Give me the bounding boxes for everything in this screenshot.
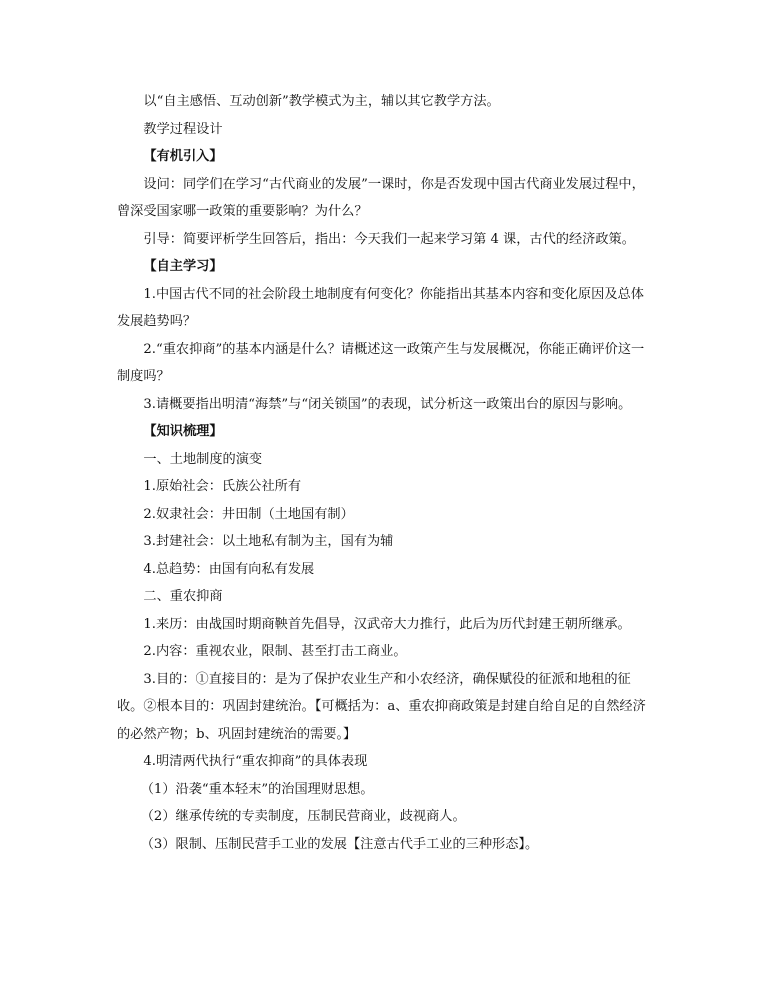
section-heading-knowledge: 【知识梳理】	[143, 424, 223, 439]
self-study-question-2: 2.“重农抑商”的基本内涵是什么？请概述这一政策产生与发展概况，你能正确评价这一制度吗？	[117, 341, 645, 384]
guidance-paragraph: 引导：简要评析学生回答后，指出：今天我们一起来学习第 4 课，古代的经济政策。	[143, 231, 635, 247]
land-system-item-3: 3.封建社会：以土地私有制为主，国有为辅	[143, 534, 394, 549]
policy-item-purpose: 3.目的：①直接目的：是为了保护农业生产和小农经济，确保赋役的征派和地租的征收。②根本目的：巩固封建统治。【可概括为：a、重农抑商政策是封建自给自足的自然经济的必然产物；b、巩固封建统治的需要。】	[117, 671, 646, 742]
section-heading-introduction: 【有机引入】	[143, 149, 223, 164]
document-page	[117, 88, 657, 858]
policy-item-origin: 1.来历：由战国时期商鞅首先倡导，汉武帝大力推行，此后为历代封建王朝所继承。	[143, 616, 631, 632]
agriculture-policy-heading: 二、重农抑商	[143, 589, 223, 604]
policy-item-ming-qing: 4.明清两代执行“重农抑商”的具体表现	[143, 754, 368, 769]
teaching-method-paragraph: 以“自主感悟、互动创新”教学模式为主，辅以其它教学方法。	[143, 94, 500, 109]
land-system-heading: 一、土地制度的演变	[143, 451, 263, 467]
self-study-question-1: 1.中国古代不同的社会阶段土地制度有何变化？你能指出其基本内容和变化原因及总体发展趋势吗？	[117, 286, 644, 329]
ming-qing-point-1: （1）沿袭“重本轻末”的治国理财思想。	[140, 781, 374, 797]
land-system-item-2: 2.奴隶社会：井田制（土地国有制）	[143, 506, 354, 522]
ming-qing-point-2: （2）继承传统的专卖制度，压制民营商业，歧视商人。	[140, 809, 466, 824]
section-heading-self-study: 【自主学习】	[143, 259, 223, 274]
policy-item-content: 2.内容：重视农业，限制、甚至打击工商业。	[143, 644, 407, 659]
ming-qing-point-3: （3）限制、压制民营手工业的发展【注意古代手工业的三种形态】。	[140, 836, 539, 852]
self-study-question-3: 3.请概要指出明清“海禁”与“闭关锁国”的表现，试分析这一政策出台的原因与影响。	[143, 396, 632, 412]
process-design-heading: 教学过程设计	[143, 121, 223, 137]
land-system-item-1: 1.原始社会：氏族公社所有	[143, 479, 302, 494]
question-paragraph: 设问：同学们在学习“古代商业的发展”一课时，你是否发现中国古代商业发展过程中，曾深受国家哪一政策的重要影响？为什么？	[117, 176, 645, 219]
land-system-item-4: 4.总趋势：由国有向私有发展	[143, 561, 315, 577]
